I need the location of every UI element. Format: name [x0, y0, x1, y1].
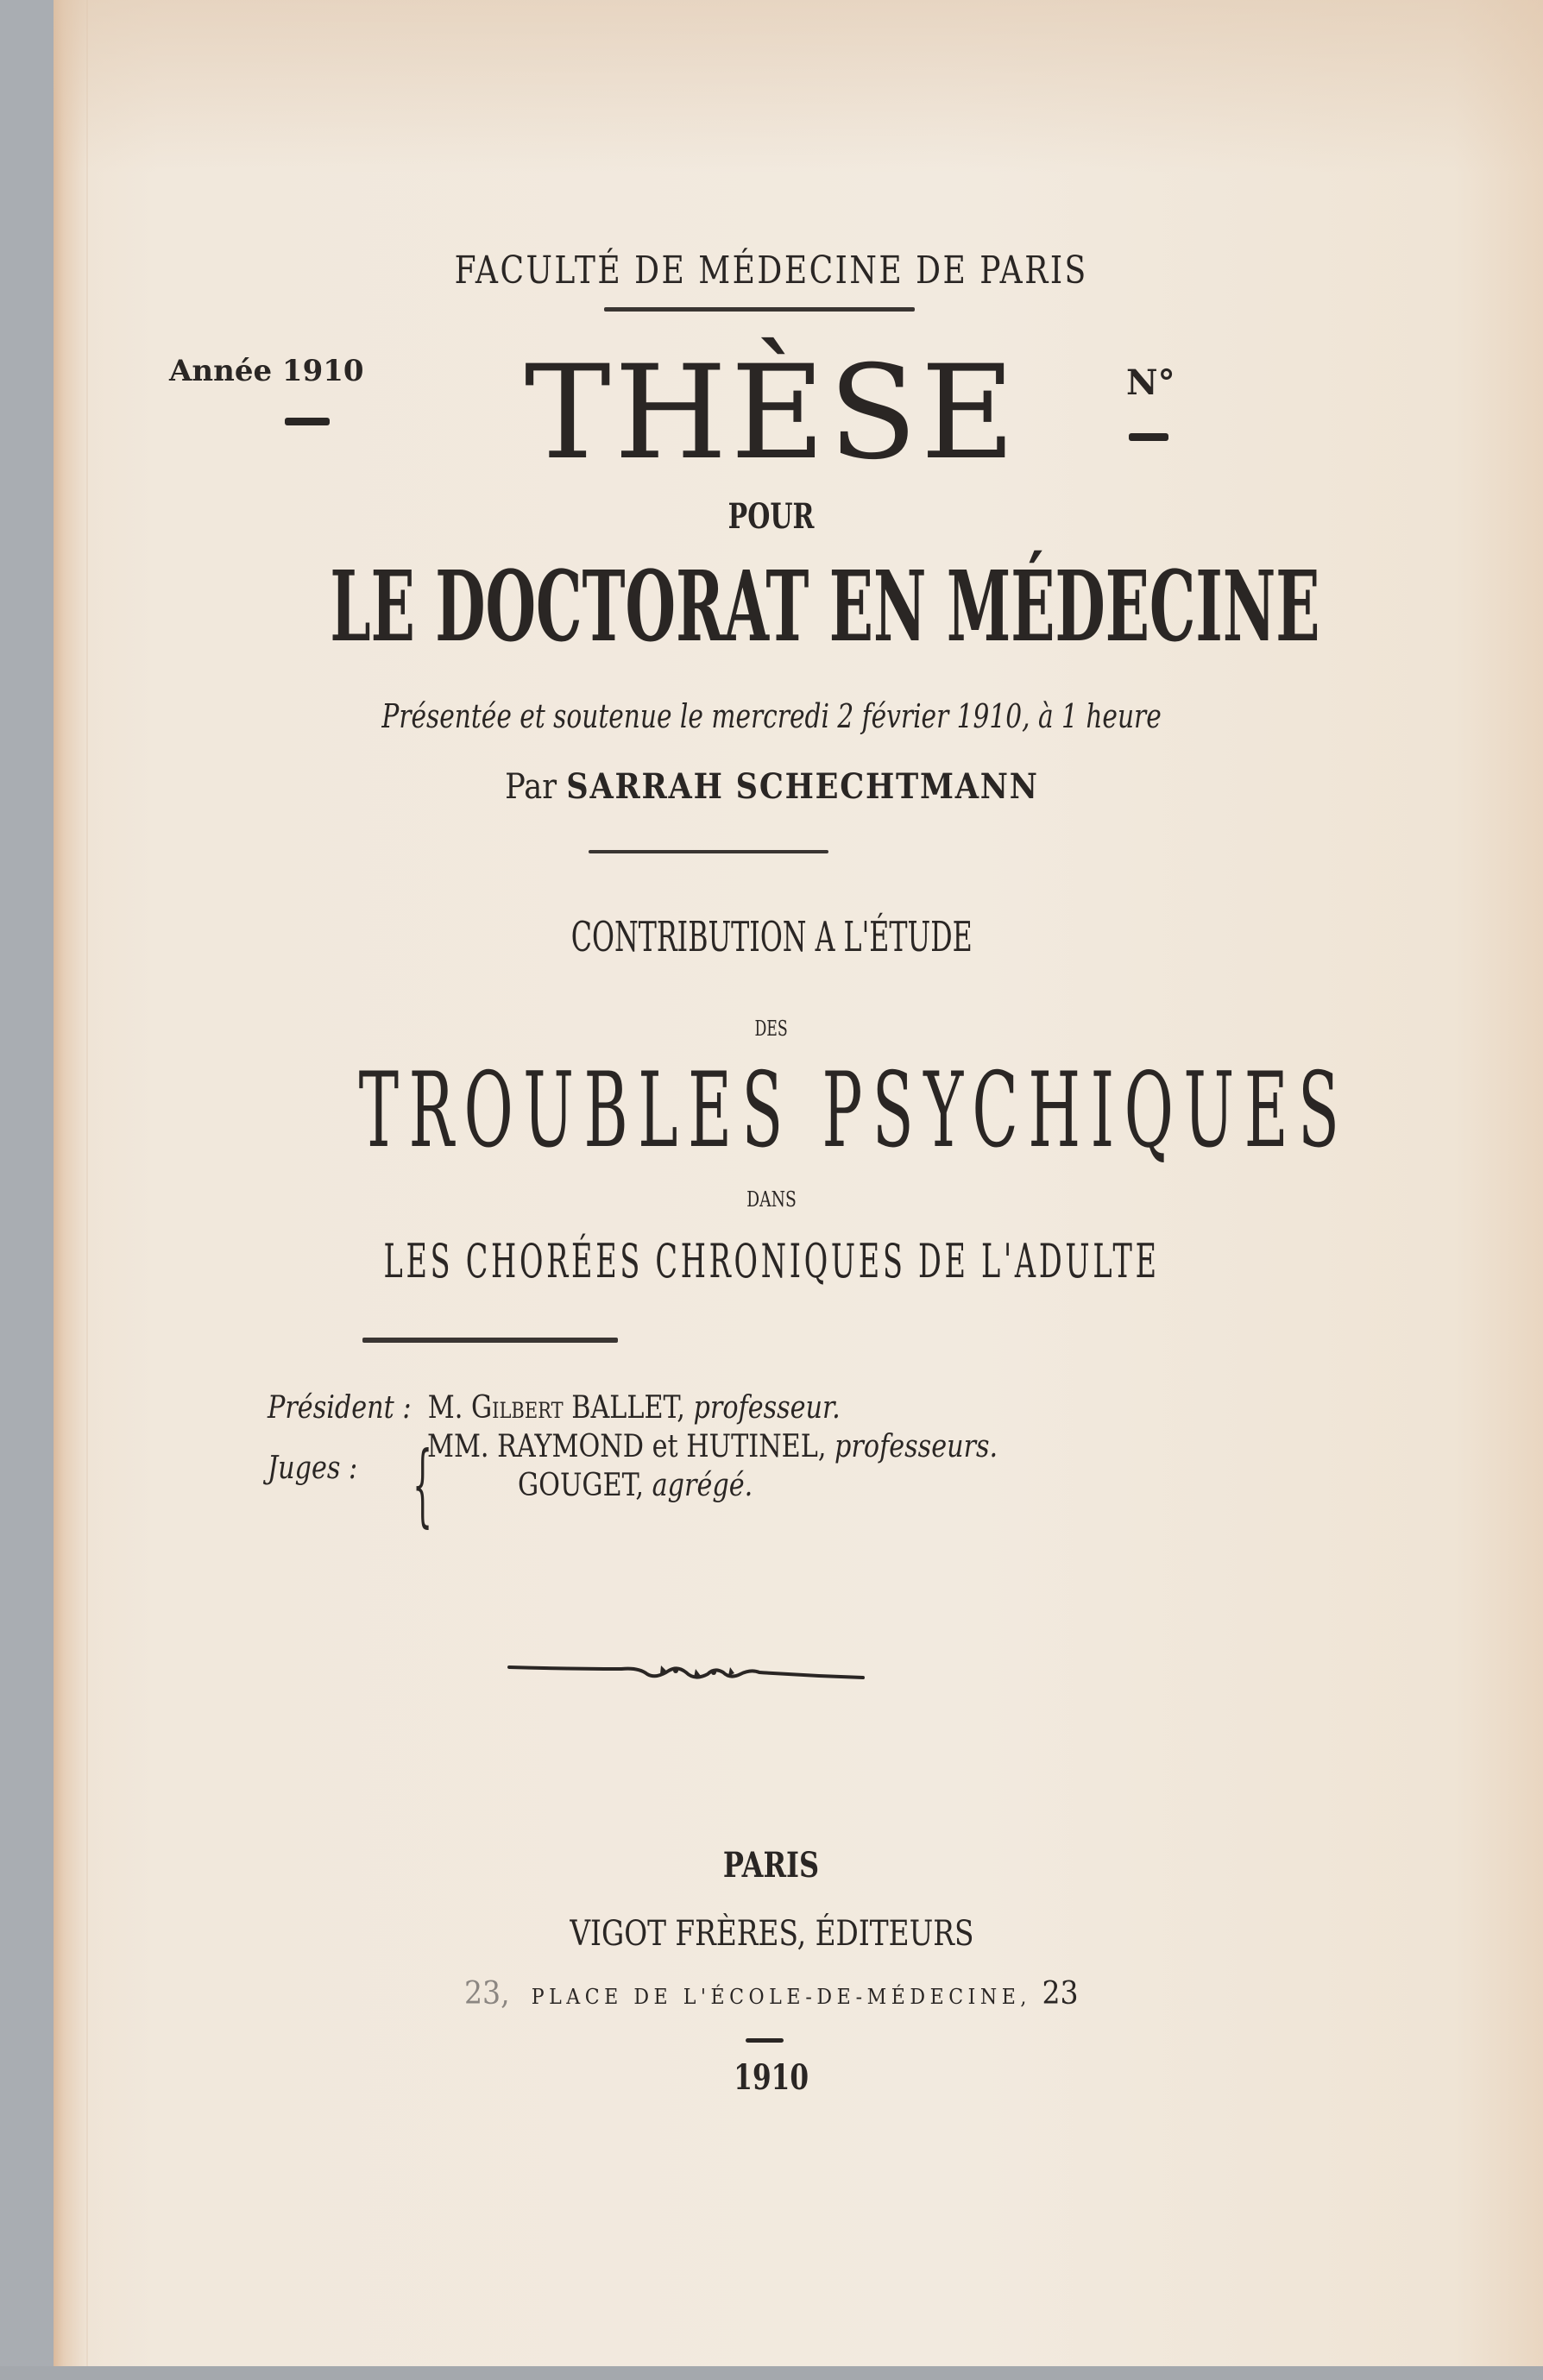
year-divider [746, 2038, 784, 2043]
author-divider [589, 850, 828, 853]
publisher-name [0, 1914, 1543, 1954]
subject-divider [362, 1338, 618, 1343]
publisher-address [0, 1976, 1543, 2012]
paper-stain [54, 0, 1543, 173]
publisher-name-text: VIGOT FRÈRES, ÉDITEURS [569, 1914, 974, 1954]
subject-main-title [0, 1051, 1543, 1171]
publisher-city-text: PARIS [723, 1845, 820, 1886]
judges-name-2: GOUGET, [518, 1468, 645, 1503]
judges-title-1: professeurs. [834, 1429, 998, 1464]
author-name: SARRAH SCHECHTMANN [565, 766, 1039, 807]
president-firstname: Gilbert [471, 1390, 564, 1426]
subject-line-4 [0, 1187, 1543, 1212]
defense-date [0, 697, 1543, 735]
degree-title-text: LE DOCTORAT EN MÉDECINE [330, 551, 1320, 664]
judges-label: Juges : [268, 1451, 358, 1486]
by-prefix: Par [504, 767, 557, 807]
number-label: N° [1126, 362, 1175, 403]
pour-label [0, 496, 1543, 537]
subject-line-1-text: CONTRIBUTION A L'ÉTUDE [570, 913, 973, 961]
judges-title-2: agrégé. [652, 1468, 753, 1503]
publication-year [0, 2057, 1543, 2098]
subject-line-5 [0, 1234, 1543, 1288]
judges-label-row [268, 1450, 357, 1487]
thesis-title-text: THÈSE [524, 338, 1019, 488]
president-prefix: M. [427, 1390, 463, 1426]
publication-year-text: 1910 [734, 2057, 809, 2098]
thesis-title [0, 338, 1543, 488]
address-number-left: 23, [464, 1976, 510, 2012]
judges-row-2 [518, 1467, 753, 1504]
judges-names-1: MM. RAYMOND et HUTINEL, [427, 1429, 827, 1464]
jury-president-row: Président : M. Gilbert BALLET, professeur. [268, 1390, 841, 1426]
number-dash [1129, 433, 1168, 441]
pour-text: POUR [728, 496, 815, 537]
ornamental-divider-icon [501, 1655, 872, 1690]
address-text: PLACE DE L'ÉCOLE-DE-MÉDECINE, [531, 1985, 1032, 2009]
subject-line-1 [0, 913, 1543, 961]
subject-line-5-text: LES CHORÉES CHRONIQUES DE L'ADULTE [383, 1234, 1160, 1288]
faculty-underline [604, 307, 915, 312]
brace-icon: { [413, 1432, 433, 1537]
judges-row-1 [427, 1428, 998, 1465]
degree-title [0, 551, 1543, 664]
president-label: Président : [268, 1390, 412, 1426]
scan-background-strip [0, 2366, 1543, 2380]
subject-main-title-text: TROUBLES PSYCHIQUES [358, 1051, 1350, 1171]
subject-line-4-text: DANS [746, 1187, 797, 1212]
defense-date-text: Présentée et soutenue le mercredi 2 février 1910, à 1 heure [381, 697, 1162, 735]
author-line [0, 766, 1543, 807]
publisher-city [0, 1845, 1543, 1886]
subject-line-2 [0, 1017, 1543, 1041]
president-title: professeur. [693, 1390, 841, 1426]
faculty-text: FACULTÉ DE MÉDECINE DE PARIS [454, 249, 1089, 293]
president-name: BALLET [571, 1390, 677, 1426]
address-number-right: 23 [1042, 1976, 1079, 2012]
subject-line-2-text: DES [754, 1017, 789, 1041]
year-label: Année 1910 [169, 354, 364, 388]
faculty-heading [0, 249, 1543, 293]
